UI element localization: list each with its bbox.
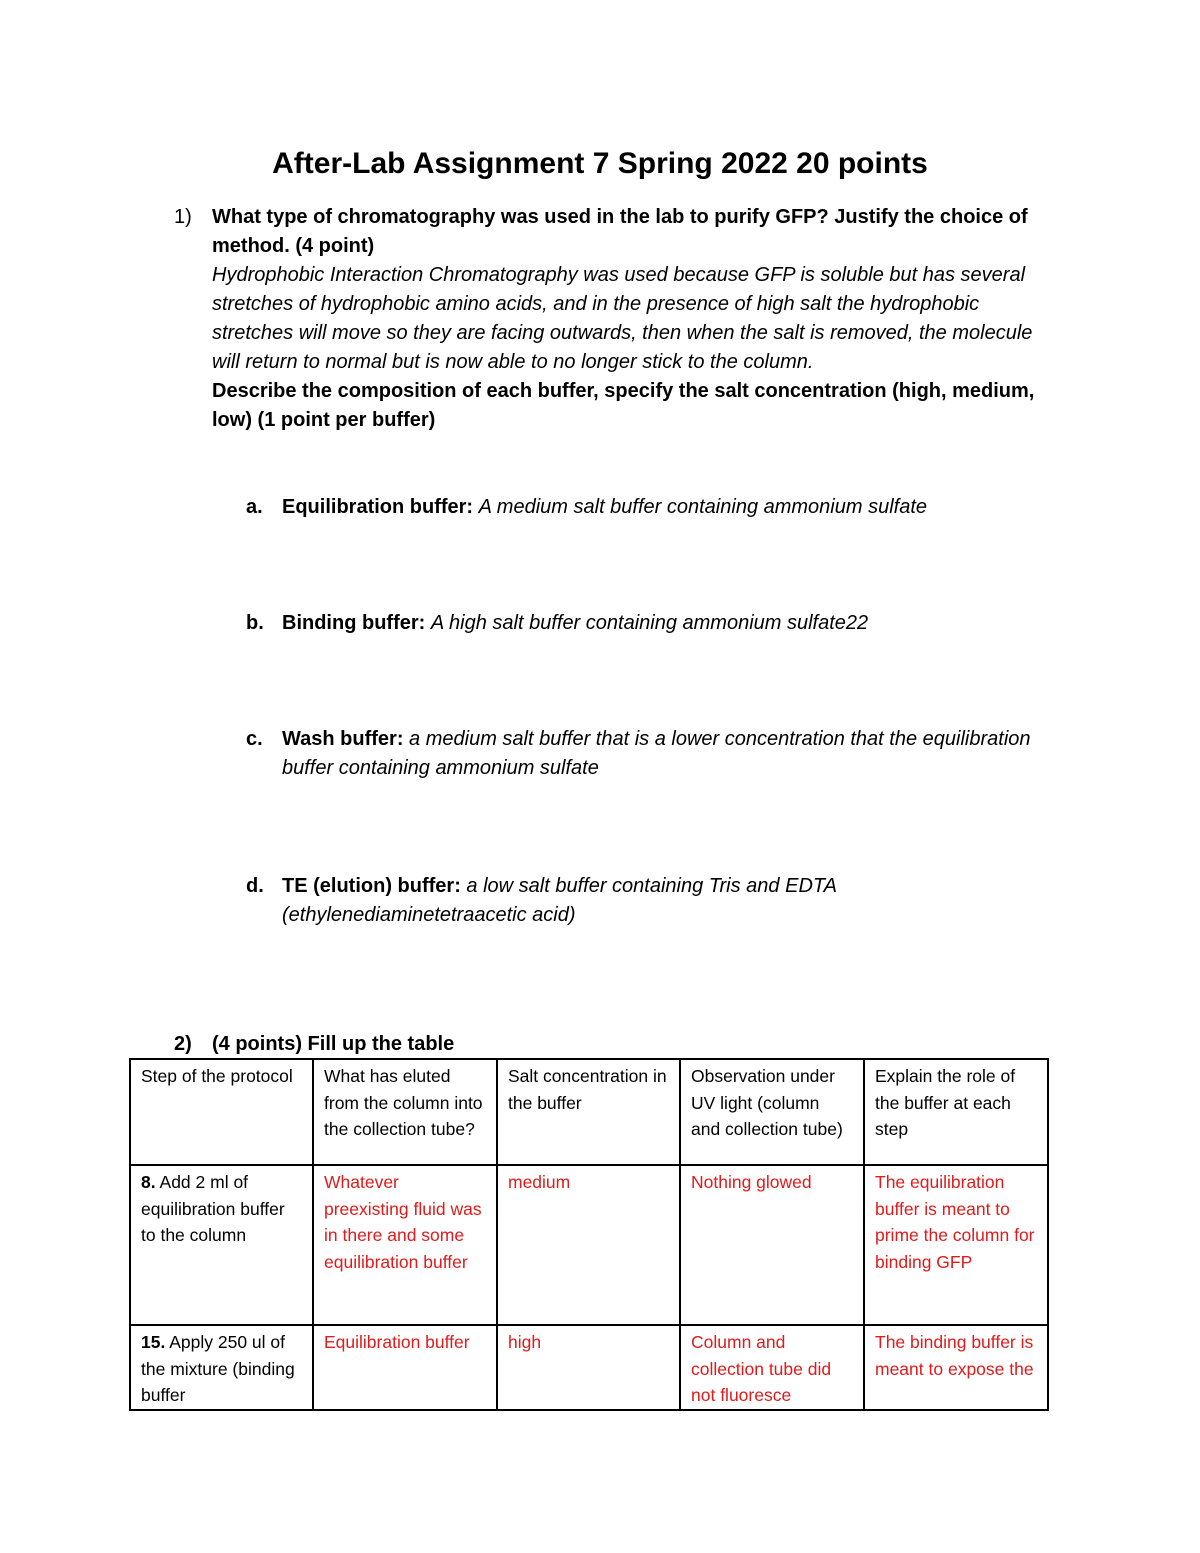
step-number: 15. [141, 1332, 166, 1352]
table-cell-observation: Column and collection tube did not fluoresce [680, 1325, 864, 1410]
table-header-role: Explain the role of the buffer at each step [864, 1059, 1048, 1165]
step-text: Add 2 ml of equilibration buffer to the column [141, 1172, 285, 1245]
protocol-table [129, 1058, 1049, 1411]
table-header-salt: Salt concentration in the buffer [497, 1059, 680, 1165]
buffer-letter: a. [246, 496, 263, 518]
table-header-step: Step of the protocol [130, 1059, 313, 1165]
buffer-answer: a medium salt buffer that is a lower concentration that the equilibration buffer containing ammonium sulfate [282, 728, 1031, 779]
table-header-observation: Observation under UV light (column and collection tube) [680, 1059, 864, 1165]
question-2 [174, 1030, 454, 1059]
buffer-answer: A high salt buffer containing ammonium sulfate22 [430, 612, 869, 634]
table-cell-eluted: Equilibration buffer [313, 1325, 497, 1410]
buffer-label: Equilibration buffer: [282, 496, 474, 518]
table-cell-role: The equilibration buffer is meant to prime the column for binding GFP [864, 1165, 1048, 1325]
table-cell-observation: Nothing glowed [680, 1165, 864, 1325]
buffer-answer: a low salt buffer containing Tris and EDTA (ethylenediaminetetraacetic acid) [282, 875, 837, 926]
table-row [130, 1325, 1048, 1410]
buffer-prompt: Describe the composition of each buffer, specify the salt concentration (high, medium, low) (1 point per buffer) [212, 380, 1035, 431]
buffer-label: Wash buffer: [282, 728, 404, 750]
buffer-letter: c. [246, 728, 263, 750]
buffer-item-binding [246, 609, 1046, 638]
buffer-label: TE (elution) buffer: [282, 875, 461, 897]
buffer-item-wash [246, 725, 1046, 783]
question-1-number: 1) [174, 206, 192, 228]
page-title: After-Lab Assignment 7 Spring 2022 20 points [272, 147, 928, 180]
buffer-letter: d. [246, 875, 264, 897]
table-cell-salt: high [497, 1325, 680, 1410]
buffer-item-elution [246, 872, 1046, 930]
question-2-text: (4 points) Fill up the table [212, 1033, 455, 1055]
question-2-number: 2) [174, 1033, 192, 1055]
table-cell-step [130, 1165, 313, 1325]
question-1-text: What type of chromatography was used in the lab to purify GFP? Justify the choice of method. (4 point) [212, 206, 1028, 257]
step-number: 8. [141, 1172, 156, 1192]
table-row [130, 1165, 1048, 1325]
table-header-row [130, 1059, 1048, 1165]
buffer-answer: A medium salt buffer containing ammonium sulfate [478, 496, 928, 518]
table-cell-step [130, 1325, 313, 1410]
buffer-letter: b. [246, 612, 264, 634]
step-text: Apply 250 ul of the mixture (binding buffer [141, 1332, 295, 1405]
table-cell-salt: medium [497, 1165, 680, 1325]
buffer-item-equilibration [246, 493, 1046, 522]
table-cell-eluted: Whatever preexisting fluid was in there and some equilibration buffer [313, 1165, 497, 1325]
question-1-answer: Hydrophobic Interaction Chromatography was used because GFP is soluble but has several stretches of hydrophobic amino acids, and in the presence of high salt the hydrophobic stretches will move so they are facing outwards, then when the salt is removed, the molecule will return to normal but is now able to no longer stick to the column. [212, 264, 1033, 373]
table-cell-role: The binding buffer is meant to expose the [864, 1325, 1048, 1410]
table-header-eluted: What has eluted from the column into the collection tube? [313, 1059, 497, 1165]
question-1 [174, 203, 1054, 435]
buffer-label: Binding buffer: [282, 612, 426, 634]
